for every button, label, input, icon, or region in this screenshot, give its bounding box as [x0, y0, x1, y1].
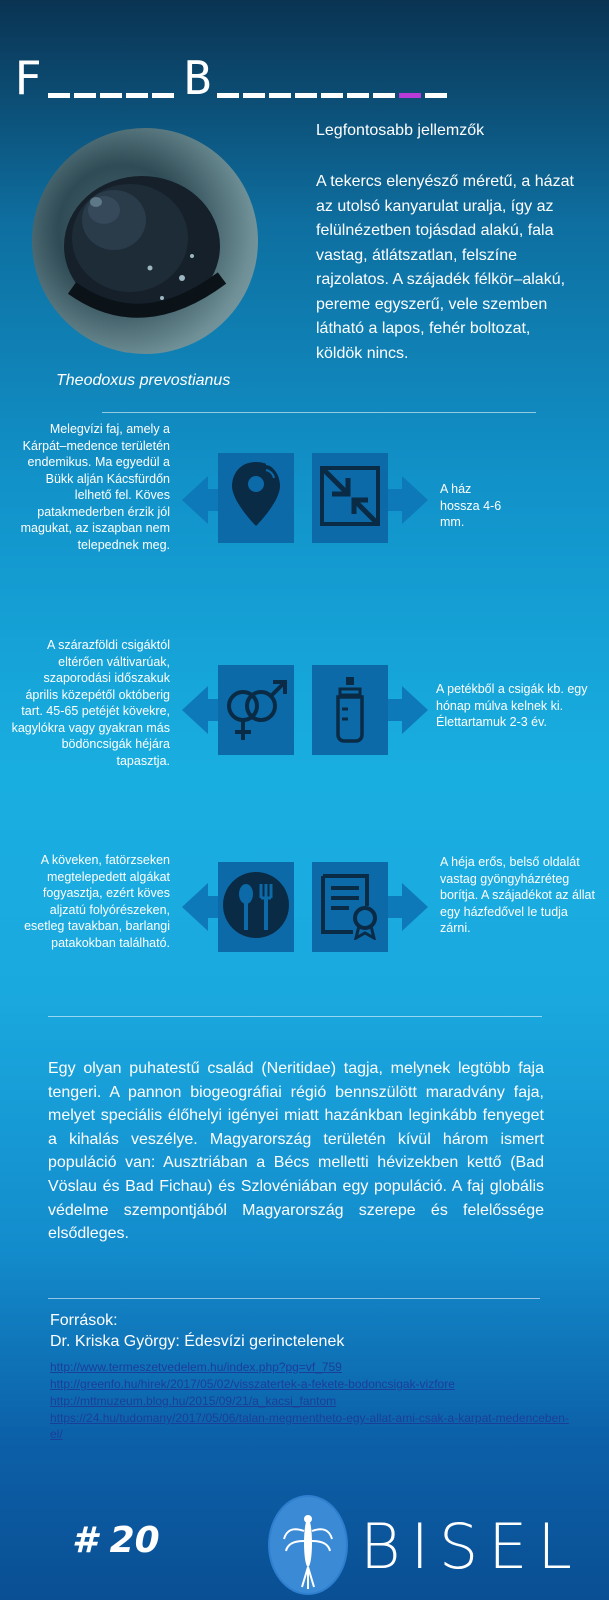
- snail-photo: [32, 128, 258, 354]
- spoon-fork-icon: [221, 870, 291, 945]
- row3-right-tile: [312, 862, 388, 952]
- row2-arrow-right: [402, 686, 428, 734]
- location-pin-icon: [226, 456, 286, 541]
- title-blank: [48, 93, 70, 98]
- row3-arrow-bar: [388, 896, 402, 918]
- title-blank: [126, 93, 148, 98]
- row1-arrow-right: [402, 476, 428, 524]
- description-paragraph: Egy olyan puhatestű család (Neritidae) tagja, melynek legtöbb faja tengeri. A pannon biogeográfiai régió bennszülött maradvány faja, melyet speciális élőhelyi igényei miatt hazánkban leginkább fenyeget a kihalás veszélye. Magyarország területén kívül három ismert populáció van: Ausztriában a Bécs melletti hévizekben kettő (Bad Vöslau és Bad Fichau) és Szlovéniában egy populáció. A faj globális védelme szempontjából Magyarország szerepe és felelőssége elsődleges.: [48, 1060, 544, 1243]
- title-blank: [373, 93, 395, 98]
- source-link[interactable]: http://greenfo.hu/hirek/2017/05/02/visszatertek-a-fekete-bodoncsigak-vizfore: [50, 1377, 455, 1391]
- certificate-icon: [317, 870, 383, 945]
- title-blank: [269, 93, 291, 98]
- sources-heading: Források:: [50, 1312, 118, 1329]
- row1-right-text: A ház hossza 4-6 mm.: [440, 482, 502, 529]
- row1-right-tile: [312, 453, 388, 543]
- subtitle: Legfontosabb jellemzők: [316, 122, 485, 139]
- row2-arrow-left: [182, 686, 208, 734]
- row3-right-text: A héja erős, belső oldalát vastag gyöngyházréteg borítja. A szájadékot az állat egy házfedővel le tudja zárni.: [440, 855, 595, 935]
- title-blank: [74, 93, 96, 98]
- lead-text: A tekercs elenyésző méretű, a házat az utolsó kanyarulat uralja, így az felülnézetben tojásdad alakú, fala vastag, átlátszatlan, felszíne rajzolatos. A szájadék félkör–alakú, pereme egyszerű, vele szemben látható a lapos, fehér boltozat, köldök nincs.: [316, 173, 574, 362]
- title-blank: [321, 93, 343, 98]
- title-blank: [425, 93, 447, 98]
- brand-name: BISEL: [360, 1510, 582, 1583]
- title-blank: [295, 93, 317, 98]
- row3-arrow-right: [402, 883, 428, 931]
- title-blank: [243, 93, 265, 98]
- title-blank: [100, 93, 122, 98]
- source-link[interactable]: http://mttmuzeum.blog.hu/2015/09/21/a_kacsi_fantom: [50, 1394, 337, 1408]
- row2-left-tile: [218, 665, 294, 755]
- divider: [102, 412, 536, 413]
- row2-arrow-bar: [388, 699, 402, 721]
- divider: [48, 1016, 542, 1017]
- issue-number: # 20: [72, 1520, 160, 1561]
- gender-icon: [221, 670, 291, 751]
- source-link[interactable]: http://www.termeszetvedelem.hu/index.php?pg=vf_759: [50, 1360, 342, 1374]
- title-blank-highlight: [399, 93, 421, 98]
- title-letter-2: B: [183, 51, 212, 105]
- baby-bottle-icon: [330, 673, 370, 748]
- row3-left-tile: [218, 862, 294, 952]
- row1-left-text: Melegvízi faj, amely a Kárpát–medence területén endemikus. Ma egyedül a Bükk alján Kácsfürdőn lelhető fel. Köves patakmederben érzik jól magukat, az iszapban nem telepednek meg.: [20, 422, 170, 552]
- size-compress-icon: [318, 464, 382, 533]
- row2-right-text: A petékből a csigák kb. egy hónap múlva kelnek ki. Élettartamuk 2-3 év.: [436, 682, 588, 729]
- source-link[interactable]: https://24.hu/tudomany/2017/05/06/talan-megmentheto-egy-allat-ami-csak-a-karpat-medenceben-el/: [50, 1411, 569, 1441]
- title-blank: [217, 93, 239, 98]
- row2-right-tile: [312, 665, 388, 755]
- row3-left-text: A köveken, fatörzseken megtelepedett algákat fogyasztja, ezért köves aljzatú folyórészeken, esetleg tavakban, barlangi patakokban található.: [24, 853, 170, 950]
- row1-arrow-bar: [388, 489, 402, 511]
- row3-arrow-left: [182, 883, 208, 931]
- title-blank: [152, 93, 174, 98]
- row1-left-tile: [218, 453, 294, 543]
- sources-book: Dr. Kriska György: Édesvízi gerinctelenek: [50, 1333, 345, 1350]
- species-name: Theodoxus prevostianus: [56, 372, 231, 389]
- row2-left-text: A szárazföldi csigáktól eltérően váltivarúak, szaporodási időszakuk április közepétől októberig tart. 45-65 petéjét kövekre, kagylókra vagy gyakran más bödöncsigák héjára tapasztja.: [11, 638, 170, 768]
- divider: [48, 1298, 540, 1299]
- title-blank: [347, 93, 369, 98]
- title: [14, 48, 599, 108]
- mayfly-icon: [268, 1495, 348, 1595]
- row1-arrow-left: [182, 476, 208, 524]
- title-letter-1: F: [14, 51, 42, 105]
